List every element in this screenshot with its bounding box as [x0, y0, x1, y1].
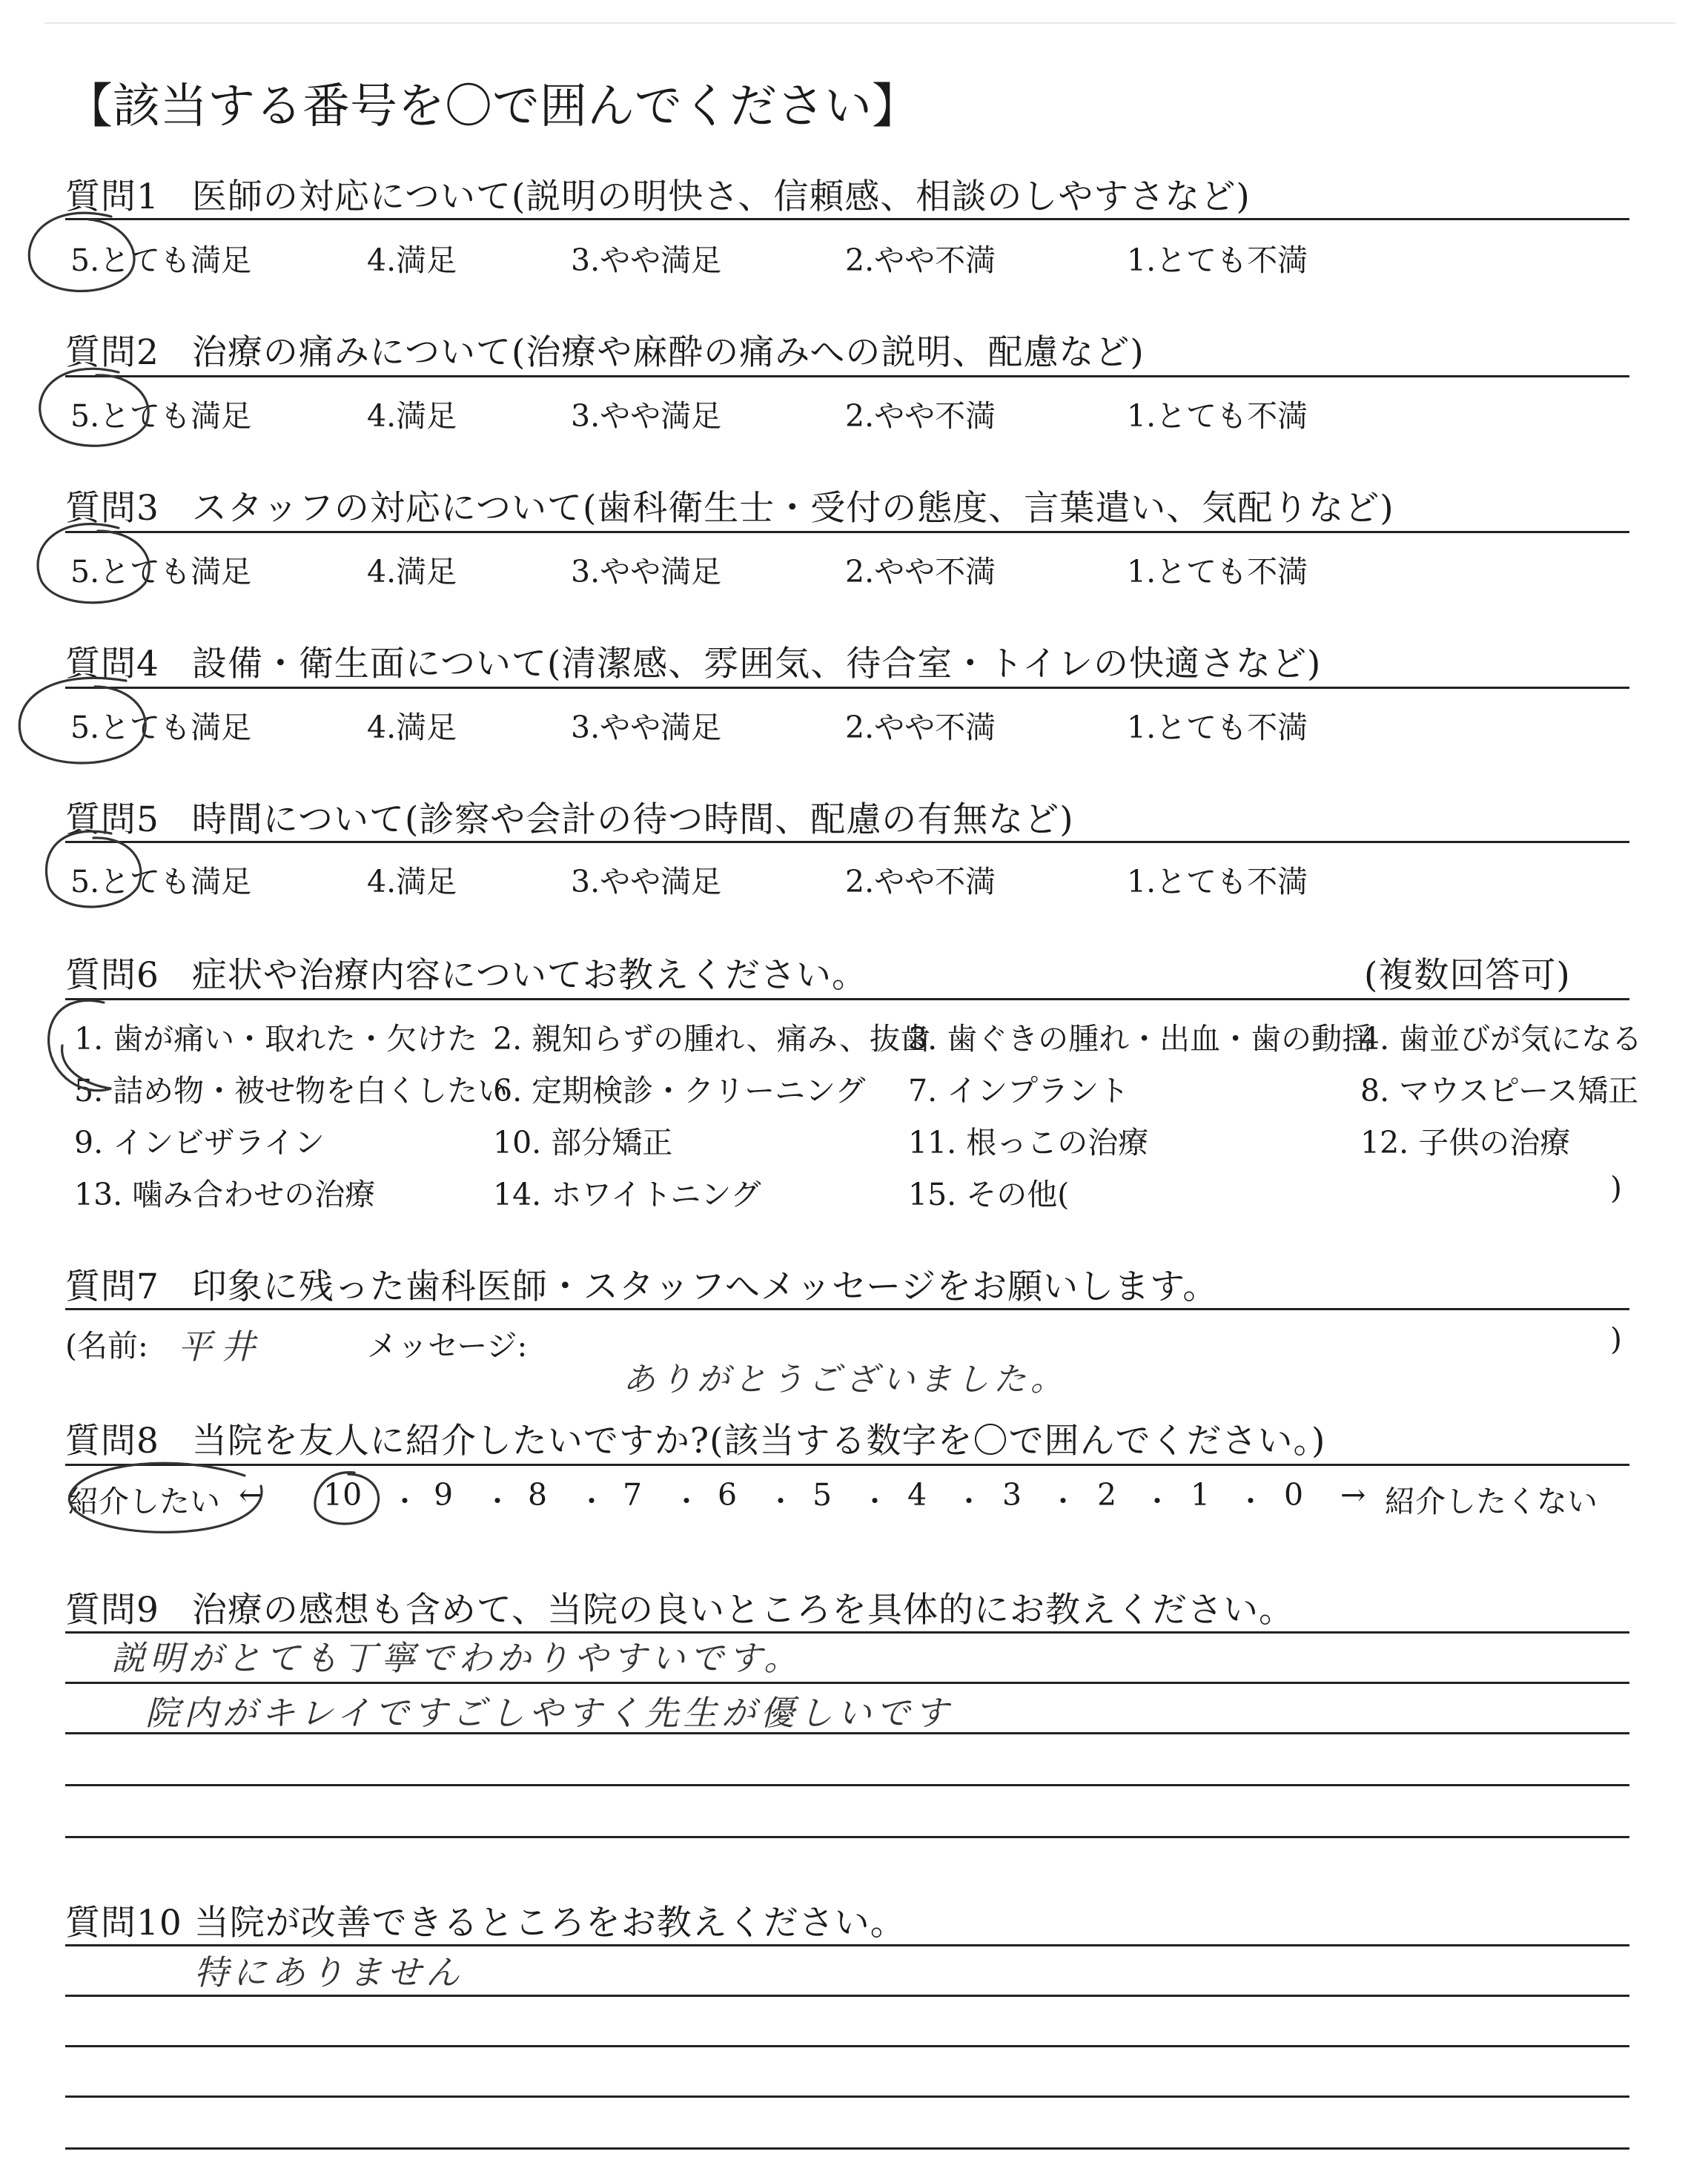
q7-close-paren: ): [1610, 1321, 1622, 1357]
question-5-label: 質問5: [65, 799, 159, 840]
q8-scale-5[interactable]: 5: [812, 1477, 833, 1513]
q5-option-5[interactable]: 5.とても満足: [70, 864, 252, 899]
q9-answer-line-1[interactable]: 説明がとても丁寧でわかりやすいです。: [111, 1638, 803, 1678]
q5-option-3[interactable]: 3.やや満足: [571, 864, 722, 899]
q8-scale-6[interactable]: 6: [718, 1477, 738, 1513]
q10-answer-line-1[interactable]: 特にありません: [194, 1952, 464, 1992]
q6-selection-circle: [49, 1000, 111, 1090]
q2-option-3[interactable]: 3.やや満足: [571, 398, 722, 434]
question-10-text: 当院が改善できるところをお教えください。: [193, 1903, 906, 1943]
q3-option-4[interactable]: 4.満足: [367, 554, 457, 589]
question-5-text: 時間について(診察や会計の待つ時間、配慮の有無など): [191, 799, 1074, 840]
q6-option-8[interactable]: 8. マウスピース矯正: [1360, 1073, 1639, 1109]
q1-selection-circle: [29, 213, 134, 291]
page-title: 【該当する番号を〇で囲んでください】: [65, 79, 919, 134]
q6-option-7[interactable]: 7. インプラント: [908, 1073, 1130, 1109]
question-4-text: 設備・衛生面について(清潔感、雰囲気、待合室・トイレの快適さなど): [191, 644, 1322, 684]
q5-selection-circle: [47, 831, 141, 907]
q8-selection-circle: [315, 1473, 379, 1524]
q8-separator: ・: [861, 1485, 890, 1518]
q7-name-label: (名前:: [65, 1328, 148, 1364]
q8-scale-8[interactable]: 8: [528, 1477, 548, 1513]
q6-option-5[interactable]: 5. 詰め物・被せ物を白くしたい: [74, 1073, 509, 1109]
question-2-text: 治療の痛みについて(治療や麻酔の痛みへの説明、配慮など): [191, 332, 1145, 373]
q8-right-arrow: →: [1340, 1477, 1366, 1513]
q8-scale-10[interactable]: 10: [323, 1477, 363, 1513]
q3-option-2[interactable]: 2.やや不満: [845, 554, 996, 589]
q8-scale-9[interactable]: 9: [434, 1477, 454, 1513]
question-6-note: (複数回答可): [1364, 955, 1571, 996]
question-3-text: スタッフの対応について(歯科衛生士・受付の態度、言葉遣い、気配りなど): [191, 488, 1394, 529]
question-1-label: 質問1: [65, 176, 159, 217]
q6-option-14[interactable]: 14. ホワイトニング: [493, 1177, 761, 1212]
question-8-text: 当院を友人に紹介したいですか?(該当する数字を〇で囲んでください。): [191, 1421, 1326, 1462]
question-8-label: 質問8: [65, 1421, 159, 1462]
q5-option-4[interactable]: 4.満足: [367, 864, 457, 899]
q8-separator: ・: [955, 1485, 984, 1518]
q8-scale-3[interactable]: 3: [1002, 1477, 1022, 1513]
q8-separator: ・: [767, 1485, 795, 1518]
q3-option-5[interactable]: 5.とても満足: [70, 554, 252, 589]
q4-option-1[interactable]: 1.とても不満: [1127, 710, 1308, 745]
question-6-text: 症状や治療内容についてお教えください。: [191, 955, 867, 996]
q9-answer-line-2[interactable]: 院内がキレイですごしやすく先生が優しいです: [145, 1693, 953, 1733]
q8-left-label: 紹介したい: [68, 1484, 220, 1519]
q3-selection-circle: [38, 524, 149, 603]
question-3-label: 質問3: [65, 488, 159, 529]
question-7-text: 印象に残った歯科医師・スタッフへメッセージをお願いします。: [191, 1266, 1219, 1307]
q6-option-2[interactable]: 2. 親知らずの腫れ、痛み、抜歯: [493, 1021, 931, 1057]
q8-separator: ・: [391, 1485, 420, 1518]
q8-separator: ・: [577, 1485, 606, 1518]
q1-option-5[interactable]: 5.とても満足: [70, 242, 252, 278]
q5-option-1[interactable]: 1.とても不満: [1127, 864, 1308, 899]
q8-scale-0[interactable]: 0: [1284, 1477, 1304, 1513]
q8-scale-2[interactable]: 2: [1097, 1477, 1117, 1513]
q6-option-15-close: ): [1610, 1170, 1622, 1206]
q6-option-13[interactable]: 13. 噛み合わせの治療: [74, 1177, 376, 1212]
q6-option-12[interactable]: 12. 子供の治療: [1360, 1125, 1571, 1160]
question-7-label: 質問7: [65, 1266, 159, 1307]
q6-option-4[interactable]: 4. 歯並びが気になる: [1360, 1021, 1643, 1057]
question-9-text: 治療の感想も含めて、当院の良いところを具体的にお教えください。: [191, 1590, 1294, 1631]
question-6-label: 質問6: [65, 955, 159, 996]
q8-separator: ・: [1143, 1485, 1172, 1518]
q6-option-15[interactable]: 15. その他(: [908, 1177, 1070, 1212]
q4-option-2[interactable]: 2.やや不満: [845, 710, 996, 745]
question-2-label: 質問2: [65, 332, 159, 373]
question-9-label: 質問9: [65, 1590, 159, 1631]
q8-scale-4[interactable]: 4: [907, 1477, 927, 1513]
q6-option-1[interactable]: 1. 歯が痛い・取れた・欠けた: [74, 1021, 478, 1057]
question-1-text: 医師の対応について(説明の明快さ、信頼感、相談のしやすさなど): [191, 176, 1251, 217]
q7-name-value[interactable]: 平井: [178, 1327, 264, 1367]
q6-option-10[interactable]: 10. 部分矯正: [493, 1125, 673, 1160]
q8-separator: ・: [1049, 1485, 1078, 1518]
q8-left-arrow: ←: [239, 1477, 265, 1513]
q1-option-3[interactable]: 3.やや満足: [571, 242, 722, 278]
q8-separator: ・: [1237, 1485, 1265, 1518]
q3-option-1[interactable]: 1.とても不満: [1127, 554, 1308, 589]
question-4-label: 質問4: [65, 644, 159, 684]
q1-option-1[interactable]: 1.とても不満: [1127, 242, 1308, 278]
q2-option-2[interactable]: 2.やや不満: [845, 398, 996, 434]
q4-option-4[interactable]: 4.満足: [367, 710, 457, 745]
q8-scale-1[interactable]: 1: [1191, 1477, 1211, 1513]
q1-option-4[interactable]: 4.満足: [367, 242, 457, 278]
q8-separator: ・: [672, 1485, 701, 1518]
q8-left-label-circle: [69, 1463, 265, 1532]
q2-option-4[interactable]: 4.満足: [367, 398, 457, 434]
q8-scale-7[interactable]: 7: [623, 1477, 643, 1513]
q7-message-label: メッセージ:: [367, 1328, 528, 1364]
q5-option-2[interactable]: 2.やや不満: [845, 864, 996, 899]
q8-separator: ・: [483, 1485, 512, 1518]
q6-option-3[interactable]: 3. 歯ぐきの腫れ・出血・歯の動揺: [908, 1021, 1373, 1057]
q6-option-9[interactable]: 9. インビザライン: [74, 1125, 325, 1160]
q8-right-label: 紹介したくない: [1385, 1484, 1598, 1519]
q4-option-3[interactable]: 3.やや満足: [571, 710, 722, 745]
q4-selection-circle: [19, 678, 145, 763]
q3-option-3[interactable]: 3.やや満足: [571, 554, 722, 589]
question-10-label: 質問10: [65, 1903, 182, 1943]
q1-option-2[interactable]: 2.やや不満: [845, 242, 996, 278]
q6-option-6[interactable]: 6. 定期検診・クリーニング: [493, 1073, 866, 1109]
q4-option-5[interactable]: 5.とても満足: [70, 710, 252, 745]
q2-option-5[interactable]: 5.とても満足: [70, 398, 252, 434]
q2-option-1[interactable]: 1.とても不満: [1127, 398, 1308, 434]
q7-message[interactable]: ありがとうございました。: [623, 1361, 1068, 1398]
q6-option-11[interactable]: 11. 根っこの治療: [908, 1125, 1149, 1160]
q2-selection-circle: [40, 369, 148, 446]
